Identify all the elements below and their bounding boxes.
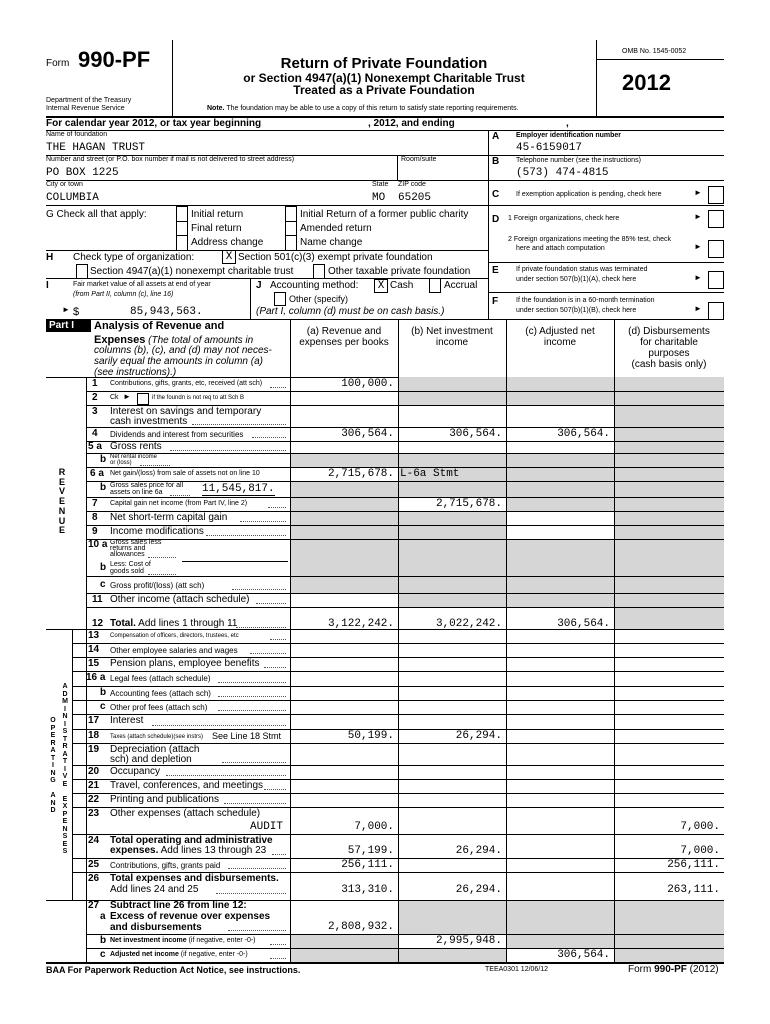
form-word: Form [46, 58, 70, 69]
zip-label: ZIP code [398, 181, 426, 188]
foreign-85-text1: 2 Foreign organizations meeting the 85% test, check [508, 236, 672, 243]
line-23-sub-label: AUDIT [250, 821, 284, 833]
line-18-col-b[interactable]: 26,294. [455, 730, 502, 742]
line-7-col-b[interactable]: 2,715,678. [435, 498, 502, 510]
form-subtitle2: Treated as a Private Foundation [293, 83, 475, 97]
line-24-col-b[interactable]: 26,294. [455, 845, 502, 857]
other-method-label: Other (specify) [289, 294, 349, 304]
line-20-label: Occupancy [110, 766, 161, 777]
line-6b-number: b [100, 482, 107, 493]
line-6a-statement-ref: L-6a Stmt [400, 468, 460, 480]
name-change-checkbox[interactable] [285, 235, 297, 251]
line-27a-col-a[interactable]: 2,808,932. [327, 921, 394, 933]
line-22-label: Printing and publications [110, 794, 219, 805]
footer-form-word: Form [628, 964, 655, 975]
line-27-number: 27 [88, 900, 100, 911]
initial-former-checkbox[interactable] [285, 206, 297, 222]
col-a-header2: expenses per books [299, 337, 389, 348]
line-11-number: 11 [92, 594, 103, 605]
ein-value[interactable]: 45-6159017 [516, 142, 583, 154]
line-27a-label2: and disbursements [110, 922, 202, 933]
line-10a-label2: returns and [110, 545, 146, 552]
line-27b-label: (if negative, enter -0-) [186, 937, 256, 944]
line-27a-letter: a [100, 911, 106, 922]
terminated-text1: If private foundation status was terminated [516, 266, 648, 273]
line-4-col-c[interactable]: 306,564. [557, 428, 610, 440]
line-19-label1: Depreciation (attach [110, 744, 200, 755]
line-2-label: if the foundn is not req to att Sch B [152, 395, 245, 401]
line-2-checkbox[interactable] [137, 393, 149, 405]
arrow-right-icon: ► [694, 212, 702, 221]
line-17-label: Interest [110, 715, 144, 726]
line-27b-col-b[interactable]: 2,995,948. [435, 935, 502, 947]
box-c-letter: C [492, 189, 500, 200]
terminated-text2: under section 507(b)(1)(A), check here [516, 276, 637, 283]
form-number: 990-PF [78, 47, 151, 72]
line-6b-label1: Gross sales price for all [110, 482, 184, 489]
name-label: Name of foundation [46, 131, 108, 138]
form-note: Note. The foundation may be able to use a copy of this return to satisfy state reporting requirements. [207, 105, 519, 112]
line-3-label1: Interest on savings and temporary [110, 406, 262, 417]
line-12-total-bold: Total. [110, 618, 136, 629]
line-19-label2: sch) and depletion [110, 754, 192, 765]
line-10c-label: Gross profit/(loss) (att sch) [110, 581, 205, 590]
line-6a-label: Net gain/(loss) from sale of assets not on line 10 [110, 470, 260, 477]
line-26-col-a[interactable]: 313,310. [341, 884, 394, 896]
col-b-header1: (b) Net investment [411, 326, 493, 337]
line-18-col-a[interactable]: 50,199. [347, 730, 394, 742]
calendar-year-mid: , 2012, and ending [368, 118, 455, 129]
sixty-month-checkbox[interactable] [708, 302, 724, 320]
foreign-org-checkbox[interactable] [708, 210, 724, 228]
col-c-header2: income [543, 337, 577, 348]
amended-return-label: Amended return [300, 223, 372, 234]
address-change-checkbox[interactable] [176, 235, 188, 251]
box-f-letter: F [492, 296, 499, 307]
arrow-right-icon: ► [62, 305, 70, 314]
fmv-label1: Fair market value of all assets at end of year [73, 281, 211, 288]
line-2-ck: Ck [110, 394, 119, 401]
line-27c-col-c[interactable]: 306,564. [557, 949, 610, 961]
line-1-label: Contributions, gifts, grants, etc, received (att sch) [110, 380, 263, 387]
line-7-label: Capital gain net income (from Part IV, line 2) [110, 500, 248, 507]
foreign-85-checkbox[interactable] [708, 240, 724, 258]
line-1-col-a[interactable]: 100,000. [341, 378, 394, 390]
line-24-number: 24 [88, 835, 100, 846]
line-18-label: Taxes (attach schedule)(see instrs) [110, 734, 204, 740]
line-24-label3: Add lines 13 through 23 [158, 845, 267, 856]
line-24-label1: Total operating and administrative [110, 835, 273, 846]
line-27b-letter: b [100, 935, 107, 946]
line-27b-label-bold: Net investment income [110, 937, 187, 944]
state-value[interactable]: MO [372, 192, 386, 204]
box-b-letter: B [492, 156, 500, 167]
line-21-label: Travel, conferences, and meetings [110, 780, 264, 791]
line-9-label: Income modifications [110, 526, 204, 537]
address-label: Number and street (or P.O. box number if mail is not delivered to street address) [46, 156, 295, 163]
line-22-number: 22 [88, 794, 100, 805]
sec-4947-checkbox[interactable] [76, 264, 88, 279]
line-23-number: 23 [88, 808, 100, 819]
line-4-label: Dividends and interest from securities [110, 430, 244, 439]
line-27a-label1: Excess of revenue over expenses [110, 911, 271, 922]
line-12-number: 12 [92, 618, 104, 629]
initial-former-label: Initial Return of a former public charity [300, 209, 469, 220]
arrow-right-icon: ► [123, 392, 131, 401]
admin-expenses-section-label: A D M I N I S T R A T I V E E X P E N S E S [62, 683, 68, 855]
form-subtitle1: or Section 4947(a)(1) Nonexempt Charitable Trust [243, 71, 525, 85]
line-18-number: 18 [88, 730, 100, 741]
col-b-header2: income [435, 337, 469, 348]
line-16b-label: Accounting fees (attach sch) [110, 689, 211, 698]
line-2-number: 2 [92, 392, 98, 403]
col-d-header3: purposes [648, 348, 690, 359]
line-10b-number: b [100, 562, 107, 573]
line-10b-label1: Less: Cost of [110, 561, 151, 568]
line-10c-number: c [100, 579, 106, 590]
g-label: G Check all that apply: [46, 209, 147, 220]
name-change-label: Name change [300, 237, 363, 248]
line-5b-label1: Net rental income [110, 454, 158, 460]
sixty-month-text2: under section 507(b)(1)(B), check here [516, 307, 637, 314]
accrual-checkbox[interactable] [429, 278, 441, 293]
part-i-badge: Part I [46, 320, 91, 332]
line-27c-letter: c [100, 949, 106, 960]
j-letter: J [256, 280, 262, 291]
line-3-number: 3 [92, 406, 98, 417]
line-15-number: 15 [88, 658, 100, 669]
arrow-right-icon: ► [694, 304, 702, 313]
box-d-letter: D [492, 214, 500, 225]
cash-basis-note: (Part I, column (d) must be on cash basis.) [256, 306, 445, 317]
sec-501c3-label: Section 501(c)(3) exempt private foundation [238, 252, 433, 263]
line-11-label: Other income (attach schedule) [110, 594, 250, 605]
h-label: Check type of organization: [73, 252, 195, 263]
foreign-85-text2: here and attach computation [516, 245, 605, 252]
fmv-value[interactable]: 85,943,563. [130, 306, 203, 318]
line-18-statement-ref: See Line 18 Stmt [212, 731, 282, 741]
operating-section-label: O P E R A T I N G A N D [50, 717, 56, 814]
line-23-col-d[interactable]: 7,000. [680, 821, 720, 833]
part-i-title4: sarily equal the amounts in column (a) [94, 356, 263, 367]
calendar-year-end: , [566, 118, 569, 129]
phone-value[interactable]: (573) 474-4815 [516, 167, 609, 179]
fmv-label2: (from Part II, column (c), line 16) [73, 291, 174, 298]
line-5a-number: 5 a [88, 441, 102, 452]
line-23-label: Other expenses (attach schedule) [110, 808, 261, 819]
line-5b-label2: or (loss) [110, 460, 132, 466]
line-7-number: 7 [92, 498, 98, 509]
line-5b-number: b [100, 454, 107, 465]
line-16a-label: Legal fees (attach schedule) [110, 674, 211, 683]
line-17-number: 17 [88, 715, 100, 726]
arrow-right-icon: ► [694, 273, 702, 282]
city-label: City or town [46, 181, 83, 188]
line-16a-number: 16 a [86, 672, 106, 683]
line-27-label: Subtract line 26 from line 12: [110, 900, 247, 911]
line-25-col-a[interactable]: 256,111. [341, 859, 394, 871]
initial-return-checkbox[interactable] [176, 206, 188, 222]
line-6a-col-a[interactable]: 2,715,678. [327, 468, 394, 480]
line-27c-label: (if negative, enter -0-) [178, 951, 248, 958]
fmv-dollar: $ [73, 306, 80, 318]
line-21-number: 21 [88, 780, 100, 791]
line-25-number: 25 [88, 859, 100, 870]
line-10a-number: 10 a [88, 539, 108, 550]
sec-501c3-checkbox[interactable]: X [222, 250, 236, 264]
exemption-pending-text: If exemption application is pending, check here [516, 191, 662, 198]
line-5a-label: Gross rents [110, 441, 162, 452]
line-4-number: 4 [92, 428, 98, 439]
calendar-year-label: For calendar year 2012, or tax year beginning [46, 118, 262, 129]
address-change-label: Address change [191, 237, 264, 248]
col-d-header1: (d) Disbursements [628, 326, 710, 337]
line-25-label: Contributions, gifts, grants paid [110, 861, 221, 870]
dept-line2: Internal Revenue Service [46, 105, 125, 112]
line-14-label: Other employee salaries and wages [110, 646, 238, 655]
arrow-right-icon: ► [694, 188, 702, 197]
line-4-col-a[interactable]: 306,564. [341, 428, 394, 440]
col-c-header1: (c) Adjusted net [525, 326, 595, 337]
line-27c-label-bold: Adjusted net income [110, 951, 179, 958]
col-d-header4: (cash basis only) [631, 359, 707, 370]
line-24-col-d[interactable]: 7,000. [680, 845, 720, 857]
street-address[interactable]: PO BOX 1225 [46, 167, 119, 179]
footer-form-number: 990-PF [654, 964, 687, 975]
line-26-col-b[interactable]: 26,294. [455, 884, 502, 896]
line-19-number: 19 [88, 744, 100, 755]
other-method-checkbox[interactable] [274, 292, 286, 306]
foreign-org-text: 1 Foreign organizations, check here [508, 215, 620, 222]
final-return-label: Final return [191, 223, 242, 234]
col-a-header1: (a) Revenue and [306, 326, 382, 337]
other-taxable-label: Other taxable private foundation [328, 266, 471, 277]
line-10b-label2: goods sold [110, 568, 144, 575]
line-24-label2: expenses. [110, 845, 159, 856]
accrual-label: Accrual [444, 280, 478, 291]
box-e-letter: E [492, 265, 499, 276]
line-13-label: Compensation of officers, directors, trustees, etc [110, 633, 239, 639]
line-10a-label3: allowances [110, 551, 145, 558]
part-i-title5: (see instructions).) [94, 367, 177, 378]
tax-year: 2012 [622, 70, 671, 95]
footer-code: TEEA0301 12/06/12 [485, 966, 549, 973]
state-label: State [372, 181, 389, 188]
zip-value[interactable]: 65205 [398, 192, 432, 204]
line-6a-number: 6 a [90, 468, 104, 479]
other-taxable-checkbox[interactable] [313, 264, 325, 279]
line-6b-label2: assets on line 6a [110, 489, 163, 496]
cash-checkbox[interactable]: X [374, 279, 388, 293]
terminated-checkbox[interactable] [708, 271, 724, 289]
form-title: Return of Private Foundation [280, 55, 488, 72]
cash-label: Cash [390, 280, 414, 291]
room-label: Room/suite [401, 156, 437, 163]
line-9-number: 9 [92, 526, 98, 537]
line-16c-number: c [100, 701, 106, 712]
footer-form-year: (2012) [686, 964, 719, 975]
i-letter: I [46, 280, 49, 291]
line-12-col-c[interactable]: 306,564. [557, 618, 610, 630]
line-26-col-d[interactable]: 263,111. [667, 884, 720, 896]
line-13-number: 13 [88, 630, 100, 641]
accounting-method-label: Accounting method: [270, 280, 359, 291]
col-d-header2: for charitable [640, 337, 698, 348]
line-25-col-d[interactable]: 256,111. [667, 859, 720, 871]
line-10a-label1: Gross sales less [110, 539, 162, 546]
exemption-pending-checkbox[interactable] [708, 186, 724, 204]
sixty-month-text1: If the foundation is in a 60-month termination [516, 297, 655, 304]
box-a-letter: A [492, 131, 500, 142]
part-i-title2: (The total of amounts in [145, 335, 254, 346]
arrow-right-icon: ► [694, 242, 702, 251]
line-26-label1: Total expenses and disbursements. [110, 873, 279, 884]
line-20-number: 20 [88, 766, 100, 777]
h-letter: H [46, 252, 54, 263]
line-26-number: 26 [88, 873, 100, 884]
line-6b-value[interactable]: 11,545,817. [202, 483, 275, 495]
line-16c-label: Other prof fees (attach sch) [110, 703, 208, 712]
phone-label: Telephone number (see the instructions) [516, 157, 641, 164]
line-26-label2: Add lines 24 and 25 [110, 884, 199, 895]
omb-number: OMB No. 1545-0052 [622, 48, 687, 55]
footer-baa: BAA For Paperwork Reduction Act Notice, see instructions. [46, 965, 301, 975]
line-12-label: Add lines 1 through 11 [135, 618, 238, 629]
city-value[interactable]: COLUMBIA [46, 192, 99, 204]
line-15-label: Pension plans, employee benefits [110, 658, 260, 669]
line-3-label2: cash investments [110, 416, 188, 427]
line-14-number: 14 [88, 644, 100, 655]
line-16b-number: b [100, 687, 107, 698]
foundation-name[interactable]: THE HAGAN TRUST [46, 142, 146, 154]
line-1-number: 1 [92, 378, 98, 389]
line-4-col-b[interactable]: 306,564. [449, 428, 502, 440]
initial-return-label: Initial return [191, 209, 244, 220]
part-i-title3: columns (b), (c), and (d) may not neces- [94, 345, 272, 356]
revenue-section-label: R E V E N U E [58, 467, 66, 536]
part-i-title2-bold: Expenses [94, 334, 146, 346]
ein-label: Employer identification number [516, 132, 622, 139]
line-8-label: Net short-term capital gain [110, 512, 228, 523]
line-12-col-a[interactable]: 3,122,242. [327, 618, 394, 630]
sec-4947-label: Section 4947(a)(1) nonexempt charitable trust [90, 266, 294, 277]
part-i-title1: Analysis of Revenue and [94, 320, 225, 332]
line-23-col-a[interactable]: 7,000. [354, 821, 394, 833]
line-12-col-b[interactable]: 3,022,242. [435, 618, 502, 630]
line-24-col-a[interactable]: 57,199. [347, 845, 394, 857]
dept-line1: Department of the Treasury [46, 97, 132, 104]
line-8-number: 8 [92, 512, 98, 523]
